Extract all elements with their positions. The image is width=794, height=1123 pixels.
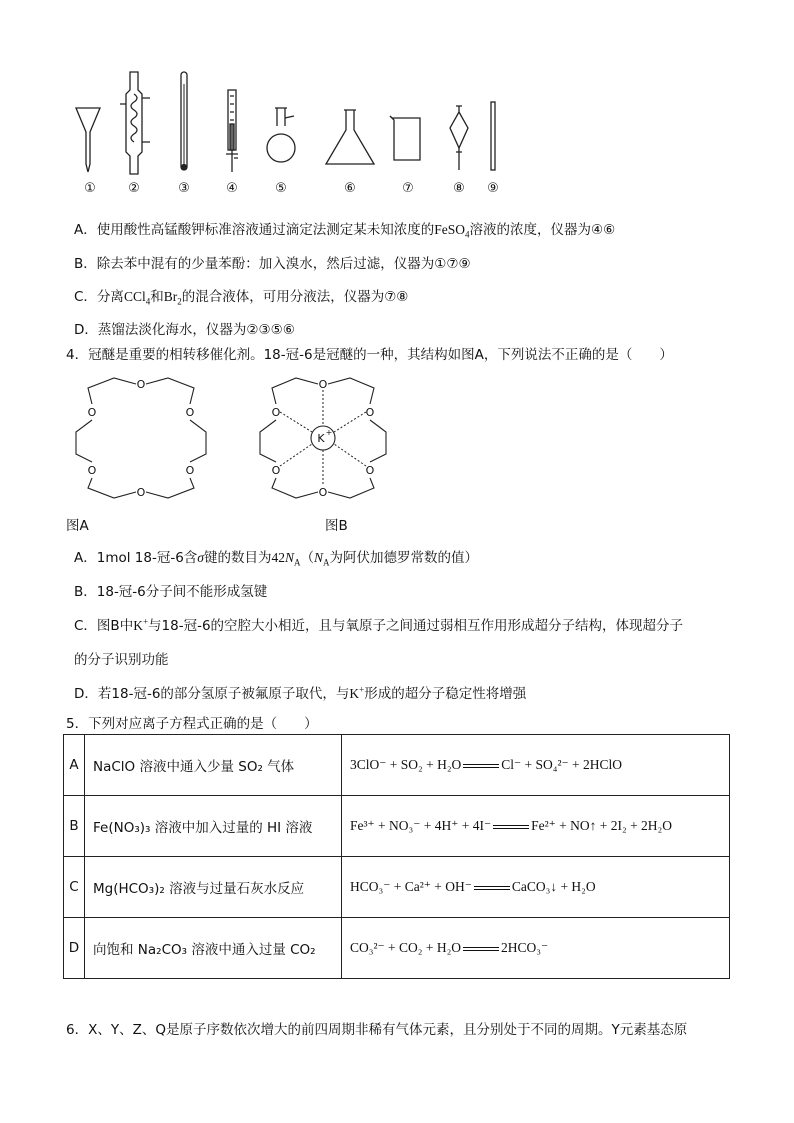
- row-condition: Fe(NO₃)₃ 溶液中加入过量的 HI 溶液: [85, 796, 342, 857]
- thermometer-icon: [181, 72, 187, 170]
- q4-option-d: D．若18-冠-6的部分氢原子被氟原子取代，与K+形成的超分子稳定性将增强: [74, 684, 527, 702]
- erlenmeyer-flask-icon: [326, 110, 374, 164]
- ion-charge: +: [325, 428, 333, 437]
- beaker-icon: [390, 116, 420, 160]
- crown-ether-figure-a: [66, 372, 216, 504]
- separatory-funnel-icon: [450, 106, 468, 170]
- apparatus-label-4: ④: [226, 181, 238, 196]
- apparatus-label-9: ⑨: [487, 181, 499, 196]
- q4-stem: 4．冠醚是重要的相转移催化剂。18-冠-6是冠醚的一种，其结构如图A，下列说法不正确的是（ ）: [66, 347, 673, 363]
- q3-option-a: A．使用酸性高锰酸钾标准溶液通过滴定法测定某未知浓度的FeSO$_4$溶液的浓度，仪器为④⑥: [74, 222, 616, 240]
- apparatus-label-3: ③: [178, 181, 190, 196]
- row-condition: Mg(HCO₃)₂ 溶液与过量石灰水反应: [85, 857, 342, 918]
- figure-a-caption: 图A: [66, 518, 89, 534]
- q5-stem: 5．下列对应离子方程式正确的是（ ）: [66, 716, 318, 732]
- q4-option-a: A．1mol 18-冠-6含σ键的数目为$42N_A(N_A$为阿伏加德罗常数的值）: [74, 550, 478, 568]
- row-equation: Fe³⁺ + NO₃⁻ + 4H⁺ + 4I⁻ Fe²⁺ + NO↑ + 2I₂ + 2H₂O: [342, 796, 730, 857]
- row-equation: 3ClO⁻ + SO₂ + H₂O Cl⁻ + SO₄²⁻ + 2HClO: [342, 735, 730, 796]
- apparatus-label-6: ⑥: [344, 181, 356, 196]
- table-row: [64, 857, 730, 918]
- potassium-ion: K: [317, 432, 325, 445]
- oxygen-atom: O: [365, 406, 375, 419]
- row-equation: HCO₃⁻ + Ca²⁺ + OH⁻ CaCO₃↓ + H₂O: [342, 857, 730, 918]
- apparatus-label-7: ⑦: [402, 181, 414, 196]
- crown-ether-complex-figure-b: [250, 372, 396, 504]
- apparatus-figure: [60, 64, 520, 198]
- row-key: A: [64, 735, 85, 796]
- round-bottom-flask-icon: [267, 108, 295, 162]
- funnel-icon: [76, 108, 100, 172]
- apparatus-label-5: ⑤: [275, 181, 287, 196]
- condenser-icon: [120, 72, 150, 174]
- burette-icon: [226, 90, 238, 172]
- oxygen-atom: O: [271, 464, 281, 477]
- figure-b-caption: 图B: [325, 518, 348, 534]
- reaction-table: [63, 734, 730, 979]
- oxygen-atom: O: [87, 406, 97, 419]
- q3-option-d: D．蒸馏法淡化海水，仪器为②③⑤⑥: [74, 322, 295, 338]
- apparatus-label-8: ⑧: [453, 181, 465, 196]
- oxygen-atom: O: [318, 486, 328, 499]
- row-equation: CO₃²⁻ + CO₂ + H₂O 2HCO₃⁻: [342, 918, 730, 979]
- q4-option-c-line2: 的分子识别功能: [74, 652, 169, 668]
- table-row: [64, 796, 730, 857]
- row-key: B: [64, 796, 85, 857]
- q3-option-c: C．分离CCl$_4$和$Br_2$的混合液体，可用分液法，仪器为⑦⑧: [74, 289, 409, 307]
- table-row: [64, 735, 730, 796]
- oxygen-atom: O: [136, 486, 146, 499]
- row-condition: NaClO 溶液中通入少量 SO₂ 气体: [85, 735, 342, 796]
- oxygen-atom: O: [318, 378, 328, 391]
- row-key: D: [64, 918, 85, 979]
- oxygen-atom: O: [185, 406, 195, 419]
- oxygen-atom: O: [136, 378, 146, 391]
- table-row: [64, 918, 730, 979]
- apparatus-label-2: ②: [128, 181, 140, 196]
- q3-option-b: B．除去苯中混有的少量苯酚：加入溴水，然后过滤，仪器为①⑦⑨: [74, 256, 471, 272]
- oxygen-atom: O: [87, 464, 97, 477]
- q4-option-c-line1: C．图B中K+与18-冠-6的空腔大小相近，且与氧原子之间通过弱相互作用形成超分子结构，体现超分子: [74, 616, 684, 634]
- q6-stem: 6．X、Y、Z、Q是原子序数依次增大的前四周期非稀有气体元素，且分别处于不同的周期。Y元素基态原: [66, 1022, 688, 1038]
- q4-option-b: B．18-冠-6分子间不能形成氢键: [74, 584, 268, 600]
- oxygen-atom: O: [185, 464, 195, 477]
- glass-rod-icon: [491, 102, 495, 170]
- apparatus-label-1: ①: [84, 181, 96, 196]
- row-condition: 向饱和 Na₂CO₃ 溶液中通入过量 CO₂: [85, 918, 342, 979]
- oxygen-atom: O: [271, 406, 281, 419]
- oxygen-atom: O: [365, 464, 375, 477]
- row-key: C: [64, 857, 85, 918]
